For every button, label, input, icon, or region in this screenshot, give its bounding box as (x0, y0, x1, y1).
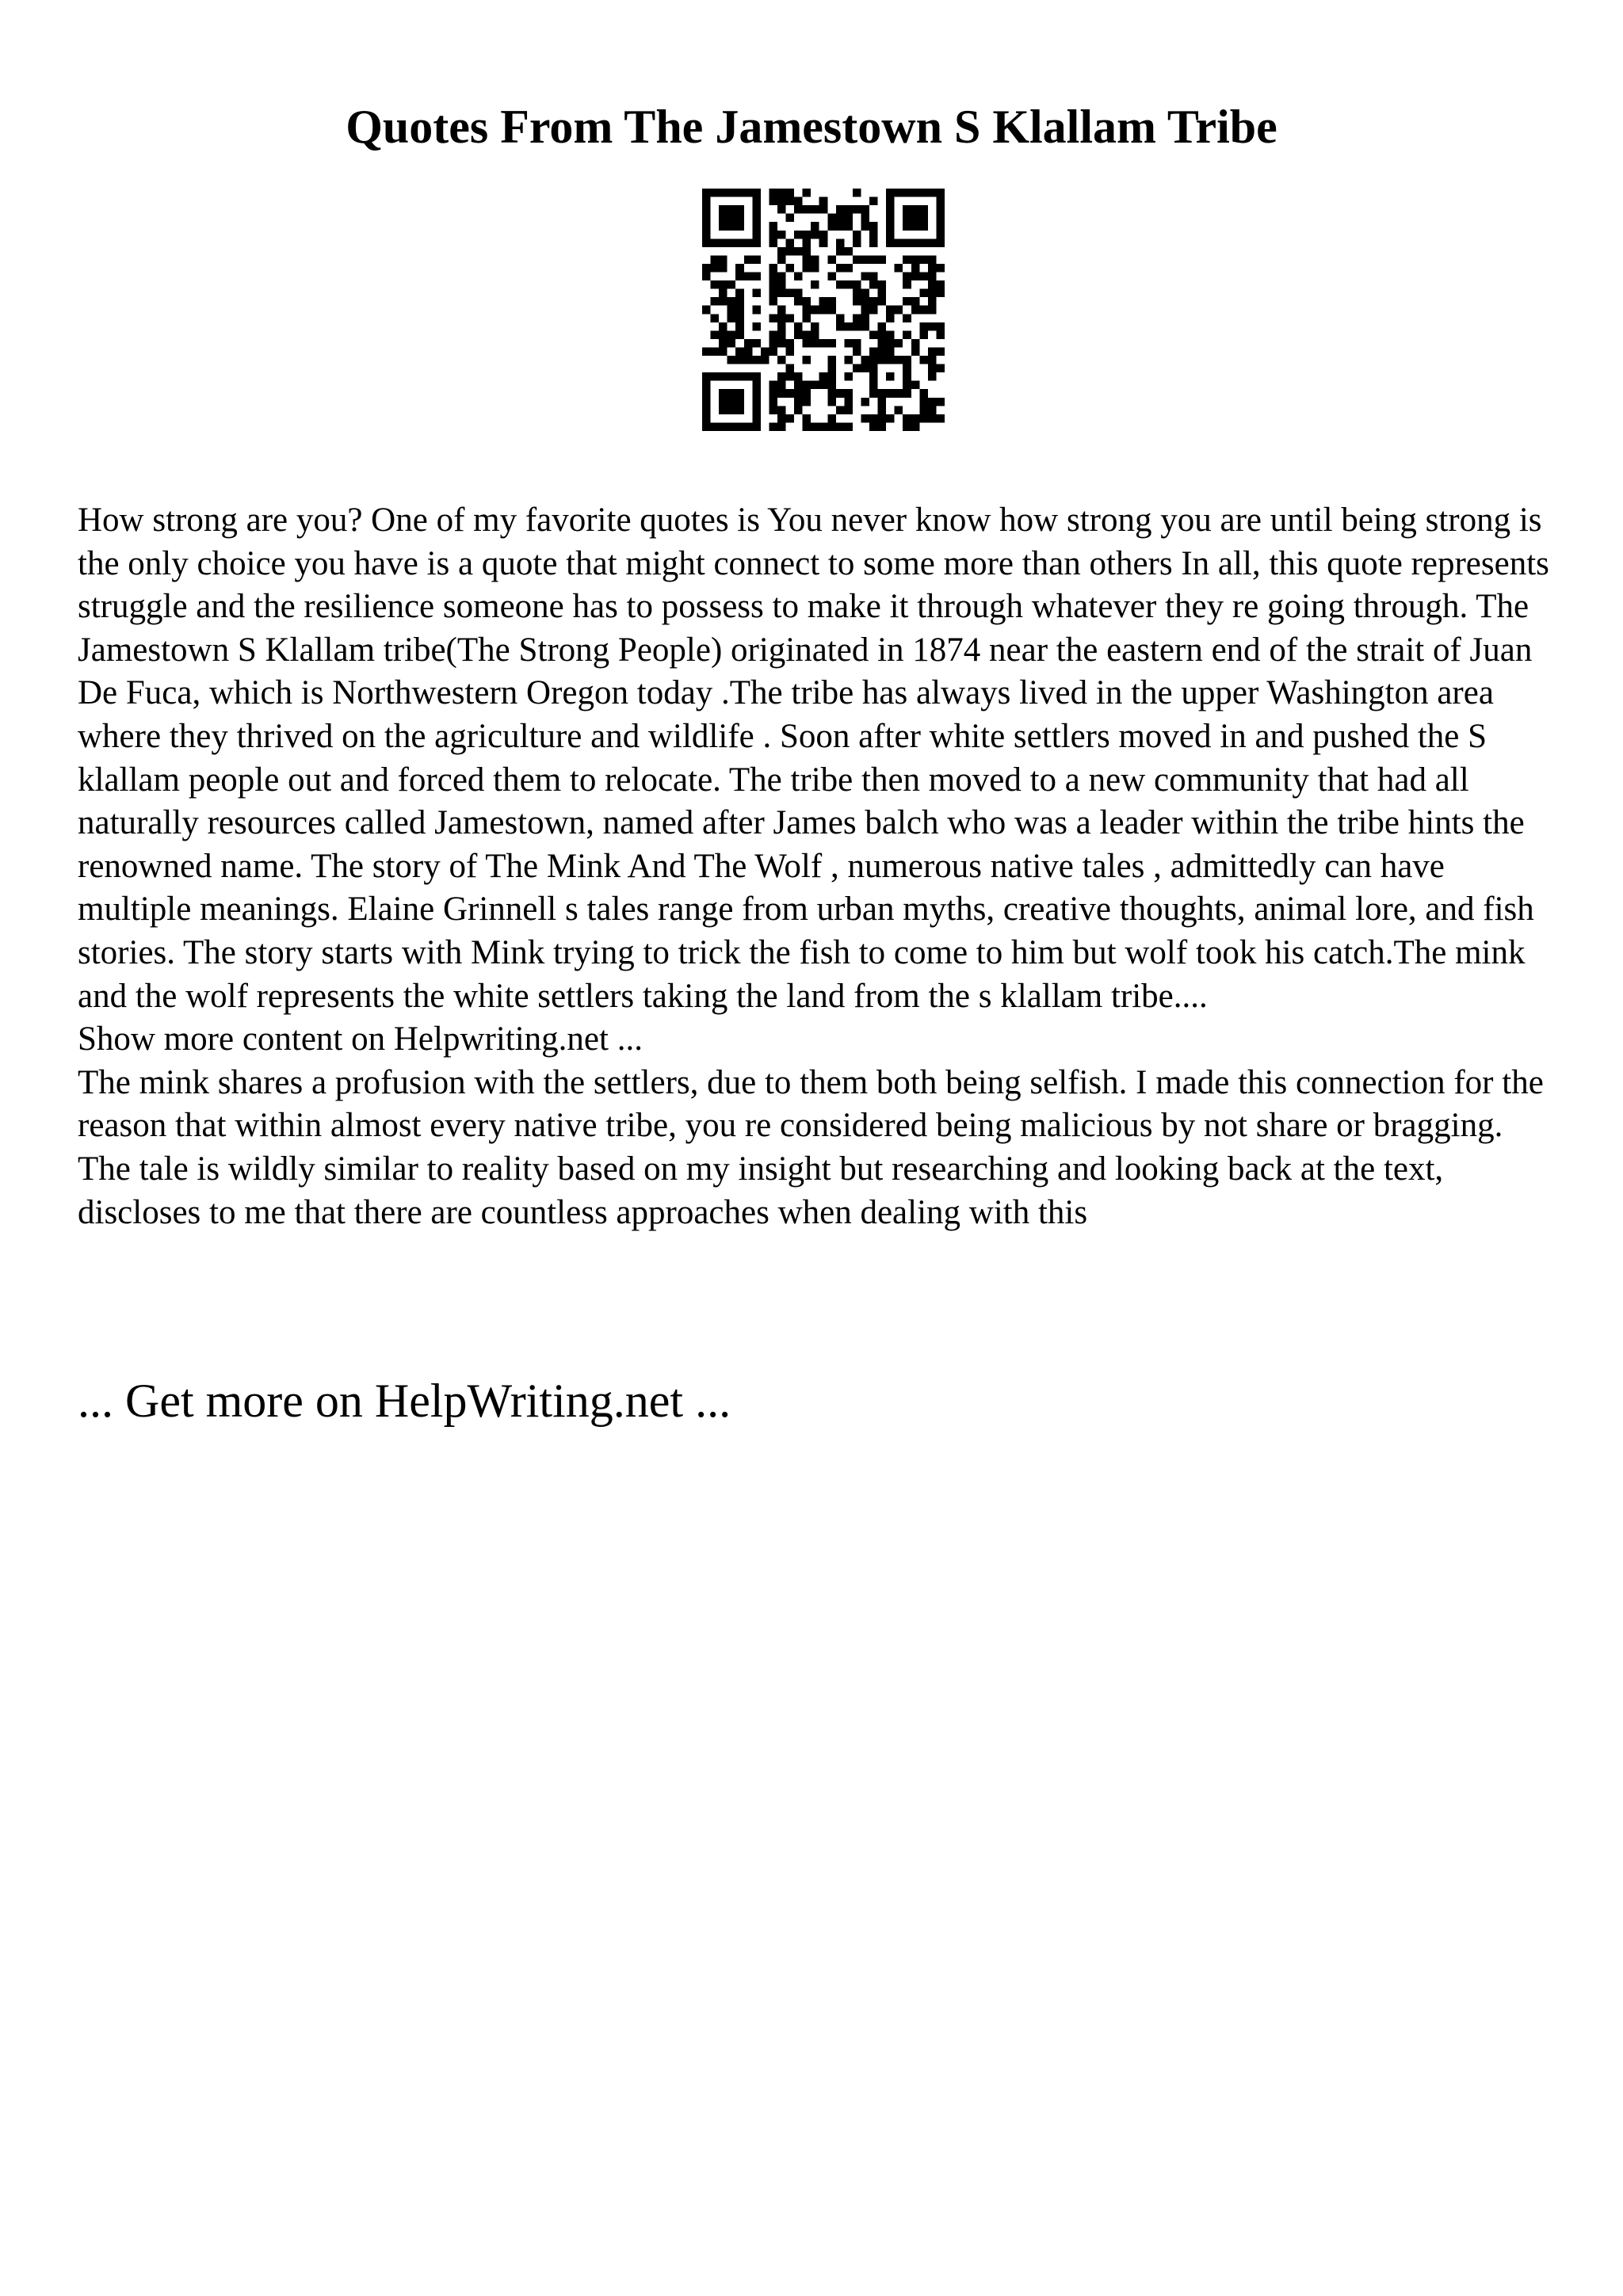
body-paragraph: The mink shares a profusion with the settlers, due to them both being selfish. I made this connection for the reason that within almost every native tribe, you re considered being malicious by not share or bragging. The tale is wildly similar to reality based on my insight but researching and looking back at the text, discloses to me that there are countless approaches when dealing with this (78, 1063, 1544, 1231)
article-body (78, 499, 1560, 1234)
qr-code-graphic (702, 189, 945, 431)
qr-code-icon (702, 189, 945, 431)
get-more-link[interactable]: ... Get more on HelpWriting.net ... (78, 1375, 731, 1427)
show-more-link[interactable]: Show more content on Helpwriting.net ... (78, 1020, 643, 1058)
body-paragraph: How strong are you? One of my favorite quotes is You never know how strong you are until being strong is the only choice you have is a quote that might connect to some more than others In all, this quote represents struggle and the resilience someone has to possess to make it through whatever they re going through. The Jamestown S Klallam tribe(The Strong People) originated in 1874 near the eastern end of the strait of Juan De Fuca, which is Northwestern Oregon today .The tribe has always lived in the upper Washington area where they thrived on the agriculture and wildlife . Soon after white settlers moved in and pushed the S klallam people out and forced them to relocate. The tribe then moved to a new community that had all naturally resources called Jamestown, named after James balch who was a leader within the tribe hints the renowned name. The story of The Mink And The Wolf , numerous native tales , admittedly can have multiple meanings. Elaine Grinnell s tales range from urban myths, creative thoughts, animal lore, and fish stories. The story starts with Mink trying to trick the fish to come to him but wolf took his catch.The mink and the wolf represents the white settlers taking the land from the s klallam tribe.... (78, 502, 1549, 1015)
document-title: Quotes From The Jamestown S Klallam Tribe (346, 101, 1277, 153)
